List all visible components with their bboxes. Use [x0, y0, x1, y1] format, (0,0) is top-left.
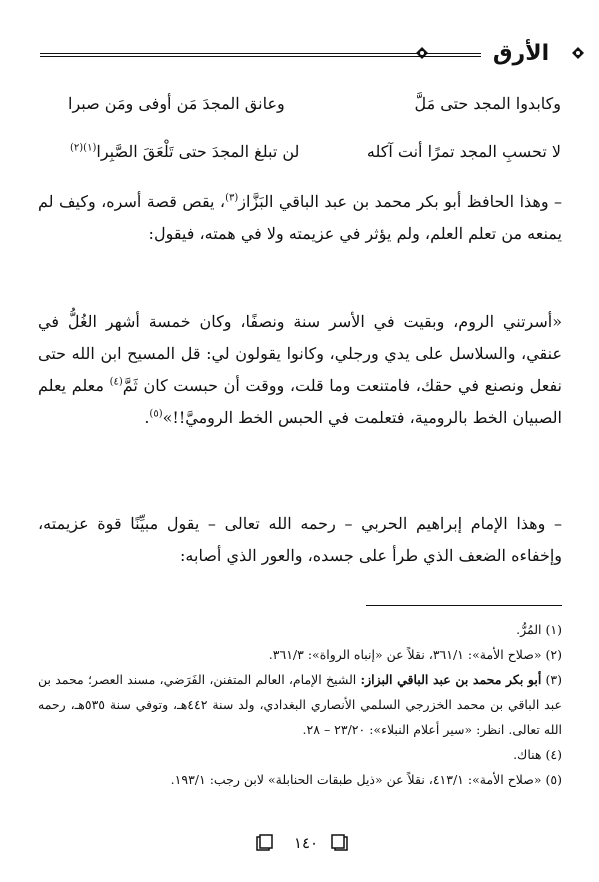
footnote-text: «صلاح الأمة»: ٣٦١/١، نقلاً عن «إنباه الرواة»: ٣٦١/٣.	[268, 647, 542, 662]
paragraph-part: ، يقص قصة أسره، وكيف لم يمنعه من تعلم العلم، ولم يؤثر في عزيمته ولا في همته، فيقول:	[38, 192, 562, 243]
paragraph-quote	[38, 306, 562, 434]
book-icon	[330, 834, 348, 852]
paragraph-part: معلم يعلم الصبيان الخط بالرومية، فتعلمت في الحبس الخط الروميَّ!!»	[38, 376, 562, 427]
footnote-ref: (٤)	[109, 376, 123, 388]
page-number: ١٤٠	[293, 834, 319, 852]
paragraph-text: – وهذا الإمام إبراهيم الحربي – رحمه الله تعالى – يقول مبيِّنًا قوة عزيمته، وإخفاءه الضعف الذي طرأ على جسده، والعور الذي أصابه:	[38, 514, 562, 565]
footnote-bold-name: أبو بكر محمد بن عبد الباقي البزاز:	[360, 672, 542, 687]
footnotes	[38, 617, 562, 792]
footnote-1	[38, 617, 562, 642]
verse-1-second-hemistich: وعانق المجدَ مَن أوفى ومَن صبرا	[68, 94, 285, 113]
footnote-number: (١)	[545, 622, 562, 637]
footnote-ref: (٣)	[225, 192, 239, 204]
footnote-number: (٤)	[545, 747, 562, 762]
book-icon	[256, 834, 274, 852]
verse-2-first-hemistich: لا تحسبِ المجد تمرًا أنت آكله	[366, 142, 561, 161]
paragraph-harbi	[38, 508, 562, 572]
header-title: الأرق	[492, 40, 550, 66]
footnote-number: (٣)	[545, 672, 562, 687]
footnote-text: هناك.	[513, 747, 542, 762]
header-ornament-icon	[416, 47, 428, 59]
paragraph-bazzaz	[38, 186, 562, 250]
header-rule	[40, 53, 481, 57]
verse-2-second-hemistich	[70, 142, 299, 161]
verse-2-text: لن تبلغ المجدَ حتى تَلْعَقَ الصَّبِرا	[96, 142, 300, 161]
footnote-text: «صلاح الأمة»: ٤١٣/١، نقلاً عن «ذيل طبقات الحنابلة» لابن رجب: ١٩٣/١.	[170, 772, 542, 787]
footnote-number: (٥)	[545, 772, 562, 787]
footnote-5	[38, 767, 562, 792]
footnote-number: (٢)	[545, 647, 562, 662]
paragraph-text: «أسرتني الروم، وبقيت في الأسر سنة ونصفًا، وكان خمسة أشهر الغُلُّ في عنقي، والسلاسل على يدي ورجلي، وكانوا يقولون لي: قل المسيح ابن الله حتى نفعل ونصنع في حقك، فامتنعت وما قلت، ووقت أن حبست كان ثَمَّ$^{(٤)}$ معلم يعلم الصبيان الخط بالرومية، فتعلمت في الحبس الخط الروميَّ!!»$^{(٥)}$.	[38, 312, 562, 427]
footnote-separator	[366, 605, 562, 606]
footnote-text: الشيخ الإمام، العالم المتفنن، الفَرَضي، مسند العصر؛ محمد بن عبد الباقي بن محمد الخزرجي السلمي الأنصاري البغدادي، ولد سنة ٤٤٢هـ، وتوفي سنة ٥٣٥هـ، رحمه الله تعالى. انظر: «سير أعلام النبلاء»: ٢٣/٢٠ – ٢٨.	[38, 672, 562, 737]
footnote-3	[38, 667, 562, 742]
paragraph-part: «أسرتني الروم، وبقيت في الأسر سنة ونصفًا، وكان خمسة أشهر الغُلُّ في عنقي، والسلاسل على يدي ورجلي، وكانوا يقولون لي: قل المسيح ابن الله حتى نفعل ونصنع في حقك، فامتنعت وما قلت، ووقت أن حبست كان ثَمَّ	[38, 312, 562, 395]
footnote-text: المُرُّ.	[516, 622, 542, 637]
footnote-ref: (٥)	[149, 408, 163, 420]
paragraph-text	[38, 186, 562, 250]
footnote-ref: (١)(٢)	[70, 142, 97, 154]
paragraph-part: – وهذا الحافظ أبو بكر محمد بن عبد الباقي البَزَّاز	[238, 192, 563, 211]
verse-1-first-hemistich: وكابدوا المجد حتى مَلَّ	[414, 94, 561, 113]
footnote-4	[38, 742, 562, 767]
footnote-2	[38, 642, 562, 667]
page-footer	[0, 832, 599, 858]
header-ornament-icon	[572, 47, 584, 59]
